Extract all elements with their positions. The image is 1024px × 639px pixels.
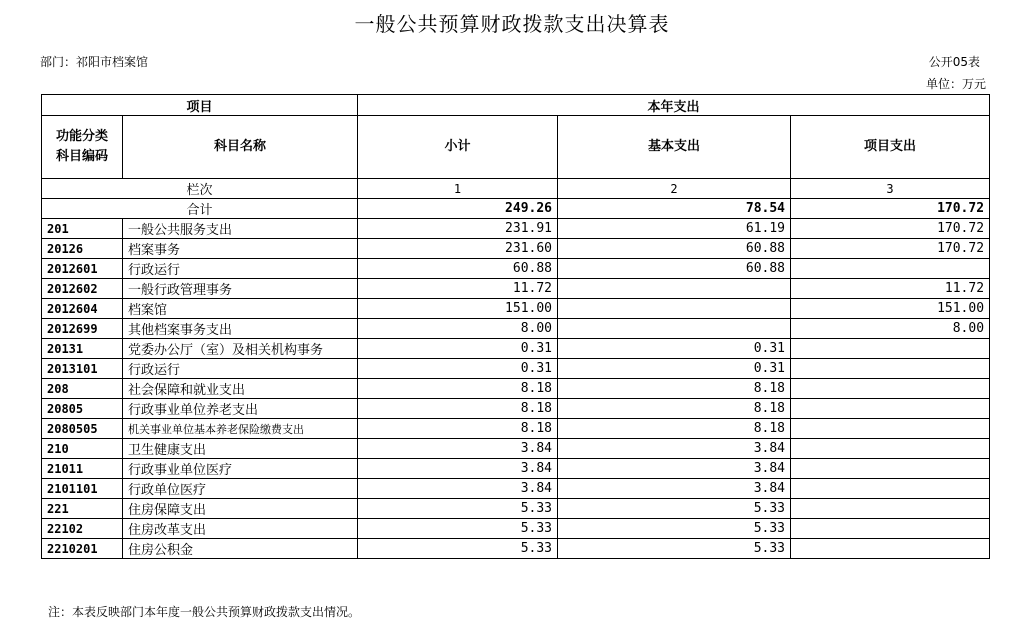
table-row xyxy=(42,219,990,239)
row-name: 行政事业单位医疗 xyxy=(123,459,358,479)
row-code: 22102 xyxy=(42,519,123,539)
header-current-year: 本年支出 xyxy=(358,95,990,116)
header-row-1 xyxy=(42,95,990,116)
row-name: 社会保障和就业支出 xyxy=(123,379,358,399)
row-name: 档案事务 xyxy=(123,239,358,259)
row-code: 2012699 xyxy=(42,319,123,339)
header-basic: 基本支出 xyxy=(558,116,791,179)
row-basic: 0.31 xyxy=(558,339,791,359)
row-subtotal: 3.84 xyxy=(358,459,558,479)
total-project: 170.72 xyxy=(791,199,990,219)
row-project xyxy=(791,539,990,559)
table-row xyxy=(42,459,990,479)
row-name: 其他档案事务支出 xyxy=(123,319,358,339)
row-basic: 8.18 xyxy=(558,379,791,399)
row-name: 一般行政管理事务 xyxy=(123,279,358,299)
table-row xyxy=(42,259,990,279)
row-code: 21011 xyxy=(42,459,123,479)
row-code: 2080505 xyxy=(42,419,123,439)
row-basic: 0.31 xyxy=(558,359,791,379)
row-basic: 61.19 xyxy=(558,219,791,239)
row-basic xyxy=(558,279,791,299)
row-project xyxy=(791,259,990,279)
row-code: 2101101 xyxy=(42,479,123,499)
row-code: 2012601 xyxy=(42,259,123,279)
row-name: 一般公共服务支出 xyxy=(123,219,358,239)
row-subtotal: 60.88 xyxy=(358,259,558,279)
row-code: 20131 xyxy=(42,339,123,359)
page-title: 一般公共预算财政拨款支出决算表 xyxy=(354,12,670,36)
row-name: 住房公积金 xyxy=(123,539,358,559)
table-row xyxy=(42,479,990,499)
row-name: 行政运行 xyxy=(123,259,358,279)
row-name: 住房保障支出 xyxy=(123,499,358,519)
row-code: 221 xyxy=(42,499,123,519)
header-code: 功能分类科目编码 xyxy=(42,116,123,179)
row-subtotal: 8.18 xyxy=(358,379,558,399)
total-basic: 78.54 xyxy=(558,199,791,219)
row-project xyxy=(791,459,990,479)
row-basic: 5.33 xyxy=(558,519,791,539)
column-index-2: 2 xyxy=(558,179,791,199)
column-index-row xyxy=(42,179,990,199)
row-project xyxy=(791,359,990,379)
row-basic: 8.18 xyxy=(558,399,791,419)
table-code: 公开05表 xyxy=(928,55,980,69)
row-project xyxy=(791,499,990,519)
header-project: 项目支出 xyxy=(791,116,990,179)
expenditure-table xyxy=(41,94,990,559)
table-row xyxy=(42,399,990,419)
row-subtotal: 8.18 xyxy=(358,399,558,419)
table-row xyxy=(42,439,990,459)
row-project: 8.00 xyxy=(791,319,990,339)
department-label: 部门：祁阳市档案馆 xyxy=(40,55,149,69)
total-row xyxy=(42,199,990,219)
row-basic: 60.88 xyxy=(558,259,791,279)
row-code: 201 xyxy=(42,219,123,239)
row-subtotal: 0.31 xyxy=(358,359,558,379)
row-basic xyxy=(558,319,791,339)
row-name: 档案馆 xyxy=(123,299,358,319)
row-code: 20805 xyxy=(42,399,123,419)
row-basic: 3.84 xyxy=(558,479,791,499)
row-code: 2210201 xyxy=(42,539,123,559)
table-row xyxy=(42,539,990,559)
row-name: 住房改革支出 xyxy=(123,519,358,539)
row-subtotal: 3.84 xyxy=(358,439,558,459)
row-name: 行政单位医疗 xyxy=(123,479,358,499)
row-basic: 60.88 xyxy=(558,239,791,259)
header-row-2 xyxy=(42,116,990,179)
row-subtotal: 5.33 xyxy=(358,499,558,519)
row-subtotal: 0.31 xyxy=(358,339,558,359)
table-row xyxy=(42,279,990,299)
row-name: 卫生健康支出 xyxy=(123,439,358,459)
table-row xyxy=(42,319,990,339)
header-name: 科目名称 xyxy=(123,116,358,179)
total-subtotal: 249.26 xyxy=(358,199,558,219)
row-subtotal: 231.60 xyxy=(358,239,558,259)
row-subtotal: 8.00 xyxy=(358,319,558,339)
row-subtotal: 3.84 xyxy=(358,479,558,499)
row-subtotal: 5.33 xyxy=(358,519,558,539)
footnote: 注：本表反映部门本年度一般公共预算财政拨款支出情况。 xyxy=(48,605,361,619)
table-row xyxy=(42,359,990,379)
row-project: 170.72 xyxy=(791,239,990,259)
row-code: 2013101 xyxy=(42,359,123,379)
row-code: 2012604 xyxy=(42,299,123,319)
row-basic: 8.18 xyxy=(558,419,791,439)
row-name: 党委办公厅（室）及相关机构事务 xyxy=(123,339,358,359)
row-project xyxy=(791,419,990,439)
header-subtotal: 小计 xyxy=(358,116,558,179)
row-subtotal: 231.91 xyxy=(358,219,558,239)
column-index-1: 1 xyxy=(358,179,558,199)
column-index-3: 3 xyxy=(791,179,990,199)
table-row xyxy=(42,519,990,539)
row-project xyxy=(791,399,990,419)
table-row xyxy=(42,379,990,399)
row-basic: 3.84 xyxy=(558,439,791,459)
row-name: 行政运行 xyxy=(123,359,358,379)
row-code: 208 xyxy=(42,379,123,399)
column-index-label: 栏次 xyxy=(42,179,358,199)
row-basic: 3.84 xyxy=(558,459,791,479)
row-subtotal: 151.00 xyxy=(358,299,558,319)
row-name: 行政事业单位养老支出 xyxy=(123,399,358,419)
row-project: 11.72 xyxy=(791,279,990,299)
row-subtotal: 8.18 xyxy=(358,419,558,439)
header-item: 项目 xyxy=(42,95,358,116)
table-row xyxy=(42,499,990,519)
row-code: 20126 xyxy=(42,239,123,259)
row-project xyxy=(791,439,990,459)
row-project xyxy=(791,339,990,359)
row-project: 151.00 xyxy=(791,299,990,319)
row-subtotal: 11.72 xyxy=(358,279,558,299)
row-code: 2012602 xyxy=(42,279,123,299)
table-row xyxy=(42,299,990,319)
row-basic xyxy=(558,299,791,319)
unit-label: 单位：万元 xyxy=(925,77,986,91)
table-row xyxy=(42,339,990,359)
row-name: 机关事业单位基本养老保险缴费支出 xyxy=(123,419,358,439)
total-label: 合计 xyxy=(42,199,358,219)
row-project xyxy=(791,479,990,499)
row-basic: 5.33 xyxy=(558,499,791,519)
table-row xyxy=(42,239,990,259)
row-basic: 5.33 xyxy=(558,539,791,559)
table-row xyxy=(42,419,990,439)
row-subtotal: 5.33 xyxy=(358,539,558,559)
row-project xyxy=(791,519,990,539)
row-project xyxy=(791,379,990,399)
row-code: 210 xyxy=(42,439,123,459)
row-project: 170.72 xyxy=(791,219,990,239)
